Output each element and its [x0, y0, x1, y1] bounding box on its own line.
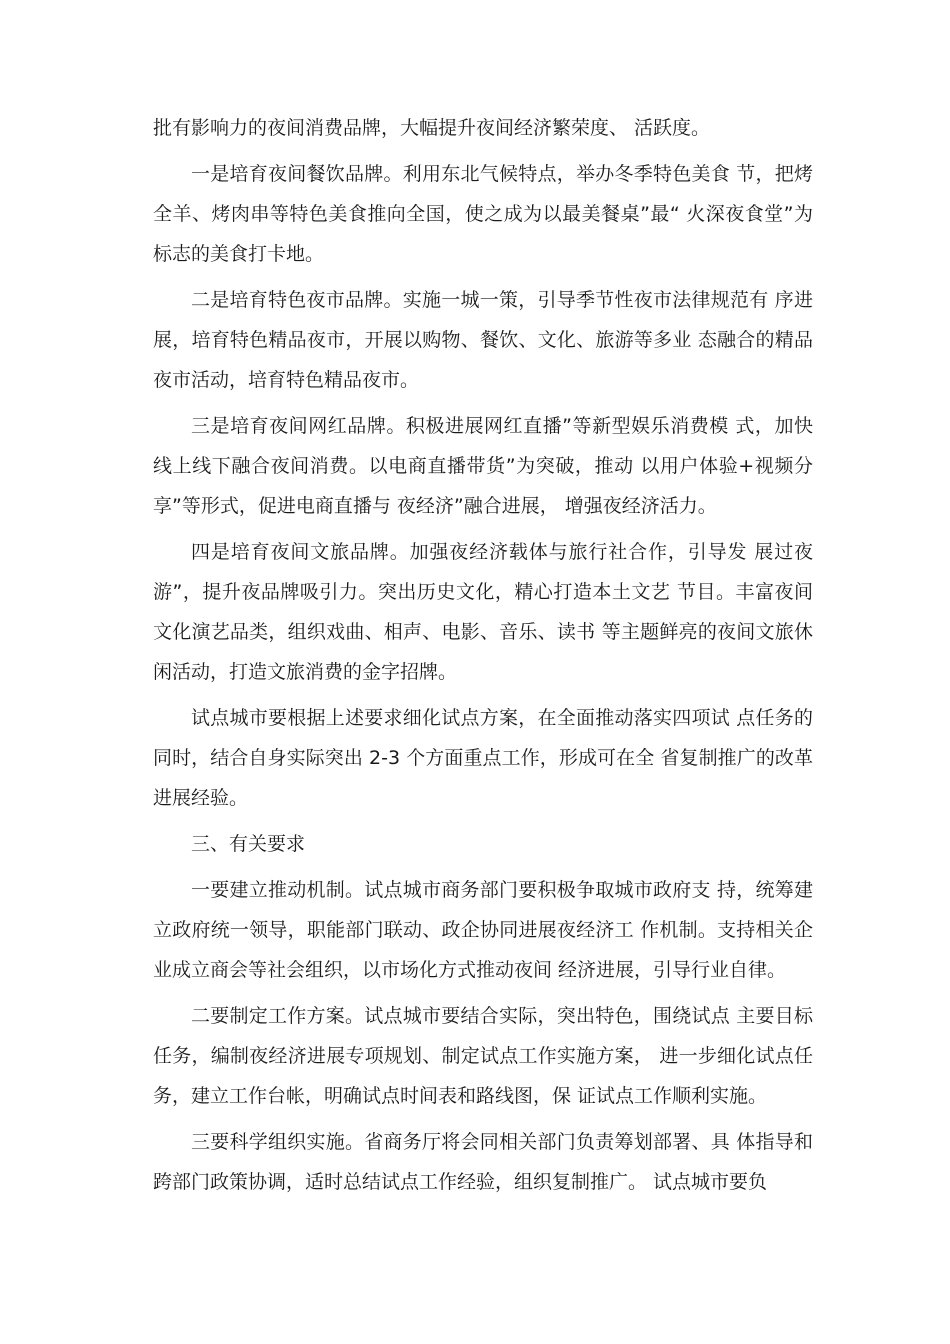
paragraph-continuation: 批有影响力的夜间消费品牌，大幅提升夜间经济繁荣度、 活跃度。 [153, 117, 711, 139]
paragraph-promotion-mechanism: 一要建立推动机制。试点城市商务部门要积极争取城市政府支 持，统筹建立政府统一领导，职能部门联动、政企协同进展夜经济工 作机制。支持相关企业成立商会等社会组织，以市场化方式推动夜间 经济进展，引导行业自律。 [153, 879, 813, 981]
paragraph-culture-tourism-brand: 四是培育夜间文旅品牌。加强夜经济载体与旅行社合作，引导发 展过夜游”，提升夜品牌吸引力。突出历史文化，精心打造本土文艺 节目。丰富夜间文化演艺品类，组织戏曲、相声、电影、音乐、读书 等主题鲜亮的夜间文旅休闲活动，打造文旅消费的金字招牌。 [153, 541, 813, 683]
paragraph-organize-implementation: 三要科学组织实施。省商务厅将会同相关部门负责筹划部署、具 体指导和跨部门政策协调，适时总结试点工作经验，组织复制推广。 试点城市要负 [153, 1131, 813, 1193]
paragraph-work-plan: 二要制定工作方案。试点城市要结合实际，突出特色，围绕试点 主要目标任务，编制夜经济进展专项规划、制定试点工作实施方案， 进一步细化试点任务，建立工作台帐，明确试点时间表和路线图，保 证试点工作顺利实施。 [153, 1005, 813, 1107]
paragraph-influencer-brand: 三是培育夜间网红品牌。积极进展网红直播”等新型娱乐消费模 式，加快线上线下融合夜间消费。以电商直播带货”为突破，推动 以用户体验+视频分享”等形式，促进电商直播与 夜经济”融合进展， 增强夜经济活力。 [153, 415, 813, 517]
paragraph-night-market-brand: 二是培育特色夜市品牌。实施一城一策，引导季节性夜市法律规范有 序进展，培育特色精品夜市，开展以购物、餐饮、文化、旅游等多业 态融合的精品夜市活动，培育特色精品夜市。 [153, 289, 813, 391]
paragraph-night-dining-brand: 一是培育夜间餐饮品牌。利用东北气候特点，举办冬季特色美食 节，把烤全羊、烤肉串等特色美食推向全国，使之成为以最美餐桌”最“ 火深夜食堂”为标志的美食打卡地。 [153, 163, 813, 265]
section-heading-requirements: 三、有关要求 [191, 833, 306, 855]
document-body [153, 108, 813, 1208]
paragraph-pilot-city-plan: 试点城市要根据上述要求细化试点方案，在全面推动落实四项试 点任务的同时，结合自身实际突出 2-3 个方面重点工作，形成可在全 省复制推广的改革进展经验。 [153, 707, 813, 809]
